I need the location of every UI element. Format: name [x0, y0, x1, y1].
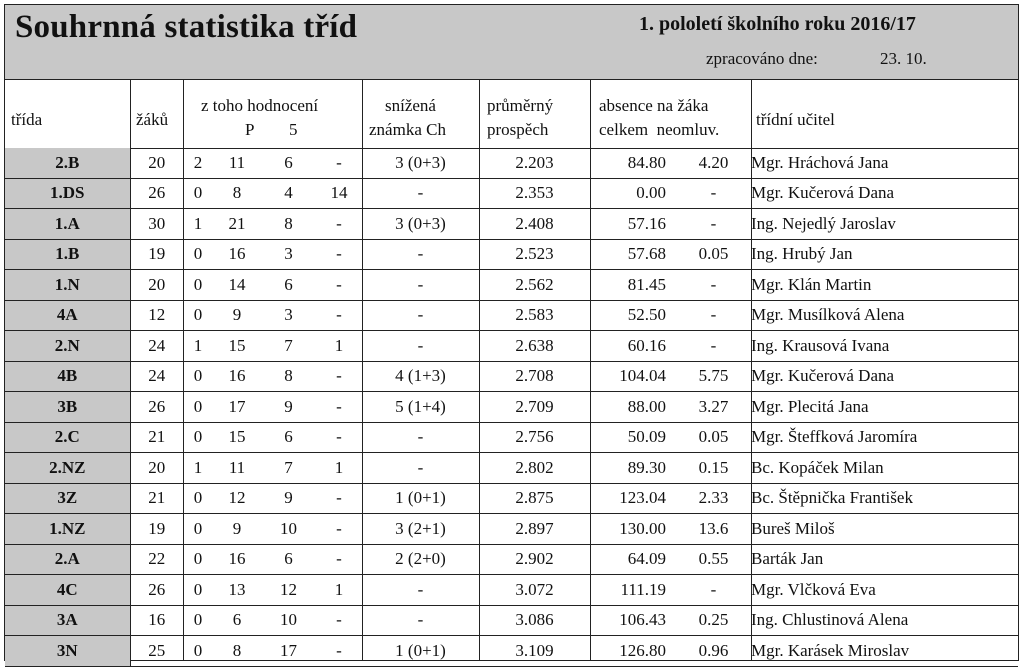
row-grade-2: 8	[213, 178, 261, 209]
row-reduced-grade: 3 (0+3)	[362, 209, 479, 240]
row-grade-4: -	[316, 544, 362, 575]
row-grade-2: 11	[213, 148, 261, 178]
row-average: 2.897	[479, 514, 590, 545]
row-teacher: Mgr. Karásek Miroslav	[751, 636, 1018, 667]
row-absence-total: 60.16	[590, 331, 676, 362]
row-absence-unexcused: 3.27	[676, 392, 751, 423]
report-header	[5, 5, 1018, 80]
row-grade-3: 6	[261, 148, 316, 178]
row-absence-unexcused: -	[676, 270, 751, 301]
row-absence-unexcused: 0.25	[676, 605, 751, 636]
row-class: 1.DS	[5, 178, 130, 209]
column-header-row	[5, 80, 1018, 149]
row-reduced-grade: -	[362, 331, 479, 362]
row-grade-2: 11	[213, 453, 261, 484]
row-grade-4: 14	[316, 178, 362, 209]
row-grade-1: 1	[183, 453, 213, 484]
row-grade-1: 0	[183, 575, 213, 606]
row-student-count: 12	[130, 300, 183, 331]
row-grade-2: 16	[213, 239, 261, 270]
processed-date: 23. 10.	[880, 49, 927, 68]
row-grade-1: 0	[183, 361, 213, 392]
row-absence-total: 126.80	[590, 636, 676, 667]
row-grade-3: 4	[261, 178, 316, 209]
row-absence-total: 123.04	[590, 483, 676, 514]
row-reduced-grade: 3 (2+1)	[362, 514, 479, 545]
row-grade-4: -	[316, 605, 362, 636]
row-grade-3: 8	[261, 361, 316, 392]
col-prospech: prospěch	[487, 120, 549, 139]
row-grade-1: 0	[183, 270, 213, 301]
col-absence-sub: celkem neomluv.	[599, 120, 720, 139]
row-teacher: Bc. Štěpnička František	[751, 483, 1018, 514]
row-teacher: Mgr. Klán Martin	[751, 270, 1018, 301]
col-znamka-ch: známka Ch	[369, 120, 446, 139]
row-absence-total: 52.50	[590, 300, 676, 331]
row-student-count: 16	[130, 605, 183, 636]
processed-label: zpracováno dne:	[706, 49, 818, 68]
row-class: 1.B	[5, 239, 130, 270]
row-absence-unexcused: 0.15	[676, 453, 751, 484]
row-grade-1: 2	[183, 148, 213, 178]
row-teacher: Mgr. Vlčková Eva	[751, 575, 1018, 606]
row-average: 2.708	[479, 361, 590, 392]
table-row	[5, 483, 1018, 514]
row-grade-2: 17	[213, 392, 261, 423]
table-row	[5, 392, 1018, 423]
row-reduced-grade: -	[362, 422, 479, 453]
row-grade-2: 16	[213, 361, 261, 392]
row-grade-3: 12	[261, 575, 316, 606]
row-grade-4: -	[316, 148, 362, 178]
row-grade-3: 17	[261, 636, 316, 667]
row-student-count: 26	[130, 392, 183, 423]
row-class: 4B	[5, 361, 130, 392]
row-student-count: 21	[130, 422, 183, 453]
row-grade-4: -	[316, 392, 362, 423]
row-grade-1: 0	[183, 392, 213, 423]
row-class: 3N	[5, 636, 130, 667]
table-row	[5, 453, 1018, 484]
row-grade-1: 0	[183, 636, 213, 667]
row-teacher: Ing. Chlustinová Alena	[751, 605, 1018, 636]
col-trida: třída	[11, 110, 43, 129]
row-grade-1: 0	[183, 605, 213, 636]
row-reduced-grade: -	[362, 453, 479, 484]
row-grade-3: 6	[261, 270, 316, 301]
row-average: 3.072	[479, 575, 590, 606]
row-absence-total: 64.09	[590, 544, 676, 575]
row-grade-3: 7	[261, 331, 316, 362]
row-student-count: 30	[130, 209, 183, 240]
row-student-count: 24	[130, 361, 183, 392]
row-class: 1.NZ	[5, 514, 130, 545]
row-grade-2: 16	[213, 544, 261, 575]
row-average: 2.802	[479, 453, 590, 484]
row-reduced-grade: 1 (0+1)	[362, 483, 479, 514]
row-grade-3: 6	[261, 422, 316, 453]
col-hodnoceni-5: 5	[289, 120, 298, 139]
table-row	[5, 636, 1018, 667]
row-student-count: 26	[130, 575, 183, 606]
row-absence-unexcused: -	[676, 178, 751, 209]
col-absence: absence na žáka	[599, 96, 709, 115]
row-student-count: 20	[130, 148, 183, 178]
row-average: 2.203	[479, 148, 590, 178]
row-absence-total: 89.30	[590, 453, 676, 484]
row-student-count: 20	[130, 453, 183, 484]
row-grade-4: -	[316, 422, 362, 453]
row-absence-total: 130.00	[590, 514, 676, 545]
col-hodnoceni-p: P	[245, 120, 255, 139]
row-grade-3: 10	[261, 514, 316, 545]
row-average: 2.638	[479, 331, 590, 362]
row-grade-4: 1	[316, 575, 362, 606]
row-absence-unexcused: 0.96	[676, 636, 751, 667]
row-grade-3: 9	[261, 392, 316, 423]
row-grade-2: 6	[213, 605, 261, 636]
table-row	[5, 514, 1018, 545]
row-absence-total: 57.68	[590, 239, 676, 270]
row-class: 3Z	[5, 483, 130, 514]
row-grade-4: -	[316, 636, 362, 667]
report-title: Souhrnná statistika tříd	[15, 9, 358, 45]
table-row	[5, 209, 1018, 240]
row-grade-1: 1	[183, 331, 213, 362]
row-class: 1.N	[5, 270, 130, 301]
row-grade-2: 21	[213, 209, 261, 240]
row-grade-3: 3	[261, 300, 316, 331]
row-class: 4C	[5, 575, 130, 606]
row-reduced-grade: -	[362, 605, 479, 636]
table-row	[5, 148, 1018, 178]
row-grade-1: 0	[183, 239, 213, 270]
row-average: 2.756	[479, 422, 590, 453]
row-student-count: 20	[130, 270, 183, 301]
row-absence-unexcused: -	[676, 331, 751, 362]
col-snizena: snížená	[385, 96, 436, 115]
row-grade-1: 0	[183, 514, 213, 545]
row-class: 2.N	[5, 331, 130, 362]
row-class: 3A	[5, 605, 130, 636]
row-absence-total: 81.45	[590, 270, 676, 301]
table-row	[5, 361, 1018, 392]
row-reduced-grade: -	[362, 575, 479, 606]
row-absence-total: 88.00	[590, 392, 676, 423]
row-grade-3: 10	[261, 605, 316, 636]
row-grade-2: 13	[213, 575, 261, 606]
row-grade-4: 1	[316, 453, 362, 484]
row-teacher: Mgr. Hráchová Jana	[751, 148, 1018, 178]
row-class: 2.B	[5, 148, 130, 178]
row-grade-4: -	[316, 361, 362, 392]
row-average: 2.902	[479, 544, 590, 575]
row-class: 2.C	[5, 422, 130, 453]
row-grade-1: 0	[183, 422, 213, 453]
row-teacher: Mgr. Musílková Alena	[751, 300, 1018, 331]
row-absence-unexcused: 5.75	[676, 361, 751, 392]
row-student-count: 24	[130, 331, 183, 362]
row-absence-unexcused: -	[676, 209, 751, 240]
row-absence-total: 111.19	[590, 575, 676, 606]
statistics-sheet	[4, 4, 1019, 661]
row-average: 2.875	[479, 483, 590, 514]
col-prumerny: průměrný	[487, 96, 554, 115]
row-teacher: Bureš Miloš	[751, 514, 1018, 545]
row-average: 2.523	[479, 239, 590, 270]
row-class: 3B	[5, 392, 130, 423]
row-student-count: 19	[130, 514, 183, 545]
row-reduced-grade: -	[362, 270, 479, 301]
row-grade-3: 9	[261, 483, 316, 514]
row-average: 2.353	[479, 178, 590, 209]
row-student-count: 21	[130, 483, 183, 514]
row-grade-1: 0	[183, 300, 213, 331]
row-absence-unexcused: -	[676, 300, 751, 331]
row-class: 2.NZ	[5, 453, 130, 484]
row-teacher: Ing. Krausová Ivana	[751, 331, 1018, 362]
row-grade-2: 8	[213, 636, 261, 667]
row-reduced-grade: -	[362, 239, 479, 270]
row-grade-3: 3	[261, 239, 316, 270]
table-row	[5, 422, 1018, 453]
row-grade-2: 9	[213, 514, 261, 545]
row-teacher: Mgr. Kučerová Dana	[751, 178, 1018, 209]
row-grade-1: 0	[183, 483, 213, 514]
col-hodnoceni: z toho hodnocení	[201, 96, 319, 115]
row-absence-unexcused: 4.20	[676, 148, 751, 178]
row-grade-2: 9	[213, 300, 261, 331]
row-teacher: Mgr. Plecitá Jana	[751, 392, 1018, 423]
row-grade-4: -	[316, 239, 362, 270]
row-reduced-grade: 5 (1+4)	[362, 392, 479, 423]
row-absence-total: 104.04	[590, 361, 676, 392]
table-row	[5, 300, 1018, 331]
row-grade-3: 6	[261, 544, 316, 575]
row-reduced-grade: 1 (0+1)	[362, 636, 479, 667]
class-statistics-table	[5, 148, 1018, 667]
row-absence-total: 57.16	[590, 209, 676, 240]
table-row	[5, 178, 1018, 209]
row-grade-2: 15	[213, 331, 261, 362]
row-absence-unexcused: 13.6	[676, 514, 751, 545]
row-absence-unexcused: 0.05	[676, 239, 751, 270]
table-row	[5, 239, 1018, 270]
row-student-count: 25	[130, 636, 183, 667]
row-absence-total: 0.00	[590, 178, 676, 209]
row-student-count: 22	[130, 544, 183, 575]
row-teacher: Mgr. Kučerová Dana	[751, 361, 1018, 392]
row-teacher: Barták Jan	[751, 544, 1018, 575]
row-reduced-grade: 4 (1+3)	[362, 361, 479, 392]
row-teacher: Ing. Nejedlý Jaroslav	[751, 209, 1018, 240]
row-teacher: Ing. Hrubý Jan	[751, 239, 1018, 270]
row-absence-unexcused: 0.55	[676, 544, 751, 575]
table-row	[5, 331, 1018, 362]
row-grade-4: -	[316, 209, 362, 240]
row-grade-2: 12	[213, 483, 261, 514]
row-reduced-grade: -	[362, 178, 479, 209]
col-ucitel: třídní učitel	[756, 110, 835, 129]
row-student-count: 26	[130, 178, 183, 209]
row-grade-1: 0	[183, 178, 213, 209]
row-reduced-grade: 3 (0+3)	[362, 148, 479, 178]
row-reduced-grade: -	[362, 300, 479, 331]
row-average: 2.583	[479, 300, 590, 331]
row-grade-4: 1	[316, 331, 362, 362]
row-average: 3.109	[479, 636, 590, 667]
row-teacher: Bc. Kopáček Milan	[751, 453, 1018, 484]
table-row	[5, 544, 1018, 575]
row-absence-total: 106.43	[590, 605, 676, 636]
row-grade-2: 14	[213, 270, 261, 301]
row-absence-unexcused: 0.05	[676, 422, 751, 453]
row-absence-total: 50.09	[590, 422, 676, 453]
row-class: 2.A	[5, 544, 130, 575]
row-absence-unexcused: 2.33	[676, 483, 751, 514]
row-grade-4: -	[316, 300, 362, 331]
row-average: 2.408	[479, 209, 590, 240]
row-grade-4: -	[316, 270, 362, 301]
col-zaku: žáků	[136, 110, 169, 129]
row-grade-4: -	[316, 514, 362, 545]
table-row	[5, 575, 1018, 606]
row-grade-1: 1	[183, 209, 213, 240]
row-grade-4: -	[316, 483, 362, 514]
row-reduced-grade: 2 (2+0)	[362, 544, 479, 575]
row-absence-total: 84.80	[590, 148, 676, 178]
school-period: 1. pololetí školního roku 2016/17	[639, 13, 916, 35]
table-row	[5, 270, 1018, 301]
row-average: 2.709	[479, 392, 590, 423]
row-average: 2.562	[479, 270, 590, 301]
row-grade-3: 8	[261, 209, 316, 240]
row-absence-unexcused: -	[676, 575, 751, 606]
row-grade-1: 0	[183, 544, 213, 575]
row-class: 1.A	[5, 209, 130, 240]
row-grade-2: 15	[213, 422, 261, 453]
row-grade-3: 7	[261, 453, 316, 484]
row-student-count: 19	[130, 239, 183, 270]
row-average: 3.086	[479, 605, 590, 636]
row-class: 4A	[5, 300, 130, 331]
row-teacher: Mgr. Šteffková Jaromíra	[751, 422, 1018, 453]
table-row	[5, 605, 1018, 636]
